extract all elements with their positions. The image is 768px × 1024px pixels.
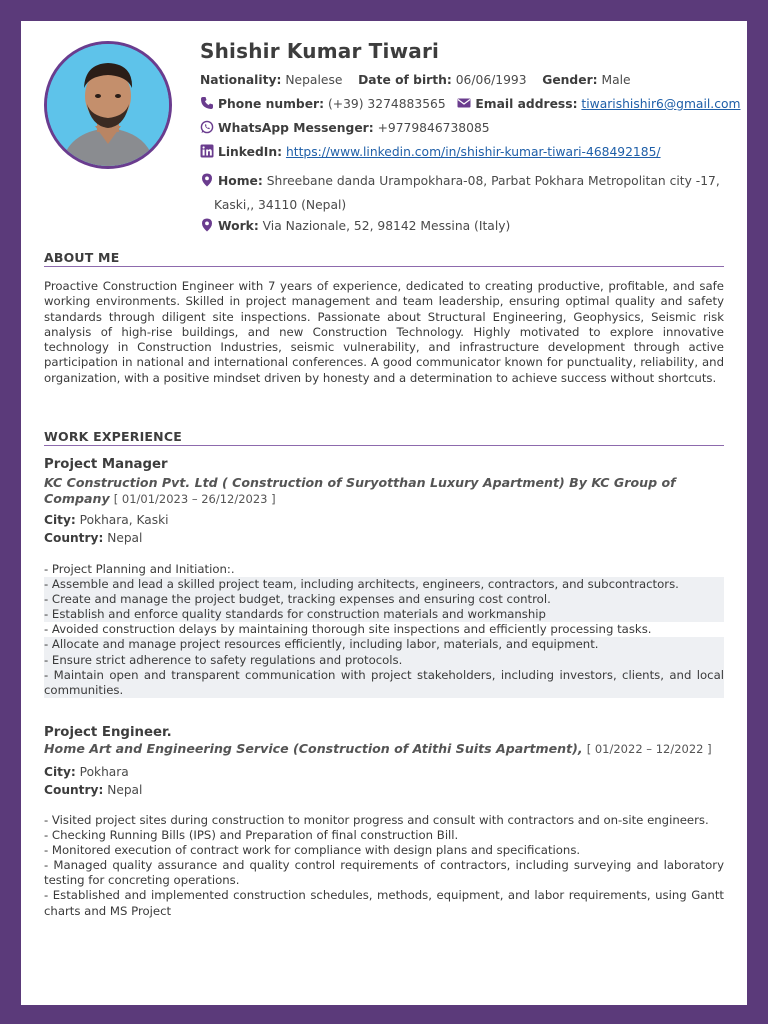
profile-photo [44, 41, 172, 169]
whatsapp-value[interactable]: +9779846738085 [377, 121, 490, 135]
nationality-label: Nationality: [200, 73, 282, 87]
job-employer [44, 475, 724, 507]
job-dates: [ 01/01/2023 – 26/12/2023 ] [113, 492, 276, 506]
top-border [0, 0, 768, 21]
country-label: Country: [44, 783, 104, 797]
location-pin-icon [200, 218, 214, 232]
linkedin-link[interactable]: https://www.linkedin.com/in/shishir-kumar-tiwari-468492185/ [285, 145, 661, 159]
employer-name: Home Art and Engineering Service (Construction of Atithi Suits Apartment), [44, 741, 583, 756]
home-label: Home: [218, 174, 263, 188]
list-item: - Maintain open and transparent communication with project stakeholders, including investors, clients, and local communities. [44, 667, 724, 697]
list-item: - Allocate and manage project resources efficiently, including labor, materials, and equipment. [44, 637, 724, 652]
home-address-line1: Shreebane danda Urampokhara-08, Parbat Pokhara Metropolitan city -17, [266, 174, 720, 188]
dob-label: Date of birth: [358, 73, 452, 87]
gender-value: Male [601, 73, 631, 87]
city-label: City: [44, 513, 76, 527]
about-me-text: Proactive Construction Engineer with 7 years of experience, dedicated to creating productive, profitable, and safe working environments. Skilled in project management and team leadership, ensuring optimal quality and safety standards through diligent site inspections. Passionate about Structural Engineering, Geophysics, Seismic risk analysis of high-rise buildings, and new Construction Technology. Highly motivated to explore innovative technology in Construction Industries, seismic vulnerability, and infrastructure development through active participation in national and international conferences. A good communicator known for punctuality, reliability, and organization, with a positive mindset driven by honesty and a determination to achieve success without shortcuts. [44, 279, 724, 385]
city-label: City: [44, 765, 76, 779]
employer-name: KC Construction Pvt. Ltd ( Construction of Suryotthan Luxury Apartment) By KC Group of Company [44, 475, 676, 506]
linkedin-row [200, 144, 661, 160]
job-dates: [ 01/2022 – 12/2022 ] [586, 742, 712, 756]
email-label: Email address: [475, 97, 578, 111]
whatsapp-icon [200, 120, 214, 134]
list-item: - Project Planning and Initiation:. [44, 562, 235, 576]
whatsapp-label: WhatsApp Messenger: [218, 121, 374, 135]
work-experience-heading: WORK EXPERIENCE [44, 429, 724, 446]
list-item: - Create and manage the project budget, tracking expenses and ensuring cost control. [44, 592, 724, 607]
country-label: Country: [44, 531, 104, 545]
right-border-top [747, 0, 768, 80]
candidate-name: Shishir Kumar Tiwari [200, 39, 440, 63]
list-item: - Assemble and lead a skilled project team, including architects, engineers, contractors, and subcontractors. [44, 577, 724, 592]
whatsapp-row [200, 120, 490, 136]
phone-value[interactable]: (+39) 3274883565 [327, 97, 446, 111]
home-address-line2: Kaski,, 34110 (Nepal) [214, 198, 347, 212]
home-address-row [200, 169, 720, 217]
list-item: - Established and implemented construction schedules, methods, equipment, and labor requirements, using Gantt charts and MS Project [44, 888, 724, 918]
job-title: Project Manager [44, 457, 168, 472]
job-city [44, 765, 129, 779]
city-value: Pokhara, Kaski [79, 513, 169, 527]
about-me-heading: ABOUT ME [44, 250, 724, 267]
list-item: - Ensure strict adherence to safety regulations and protocols. [44, 653, 724, 668]
location-pin-icon [200, 173, 214, 187]
city-value: Pokhara [79, 765, 129, 779]
job-employer [44, 741, 724, 757]
email-link[interactable]: tiwarishishir6@gmail.com [581, 97, 741, 111]
country-value: Nepal [107, 531, 143, 545]
linkedin-icon [200, 144, 214, 158]
work-address: Via Nazionale, 52, 98142 Messina (Italy) [262, 219, 511, 233]
country-value: Nepal [107, 783, 143, 797]
list-item: - Establish and enforce quality standards for construction materials and workmanship [44, 607, 724, 622]
cv-page [21, 21, 747, 1005]
job-country [44, 783, 142, 797]
list-item: - Monitored execution of contract work for compliance with design plans and specifications. [44, 843, 581, 858]
left-border-top [0, 0, 21, 80]
gender-label: Gender: [542, 73, 598, 87]
job-city [44, 513, 169, 527]
job-duties-list [44, 562, 724, 698]
phone-label: Phone number: [218, 97, 325, 111]
email-icon [457, 96, 471, 110]
phone-icon [200, 96, 214, 110]
work-label: Work: [218, 219, 259, 233]
list-item: - Visited project sites during construction to monitor progress and consult with contractors and on-site engineers. [44, 813, 709, 827]
list-item: - Avoided construction delays by maintaining thorough site inspections and efficiently processing tasks. [44, 622, 652, 637]
contact-row [200, 96, 740, 112]
nationality-value: Nepalese [285, 73, 343, 87]
dob-value: 06/06/1993 [455, 73, 527, 87]
personal-info-row [200, 72, 631, 88]
job-duties-list [44, 813, 724, 919]
list-item: - Managed quality assurance and quality control requirements of contractors, including surveying and laboratory testing for concreting operations. [44, 858, 724, 888]
job-country [44, 531, 142, 545]
list-item: - Checking Running Bills (IPS) and Preparation of final construction Bill. [44, 828, 459, 843]
work-address-row [200, 218, 510, 234]
job-title: Project Engineer. [44, 725, 172, 740]
linkedin-label: LinkedIn: [218, 145, 283, 159]
